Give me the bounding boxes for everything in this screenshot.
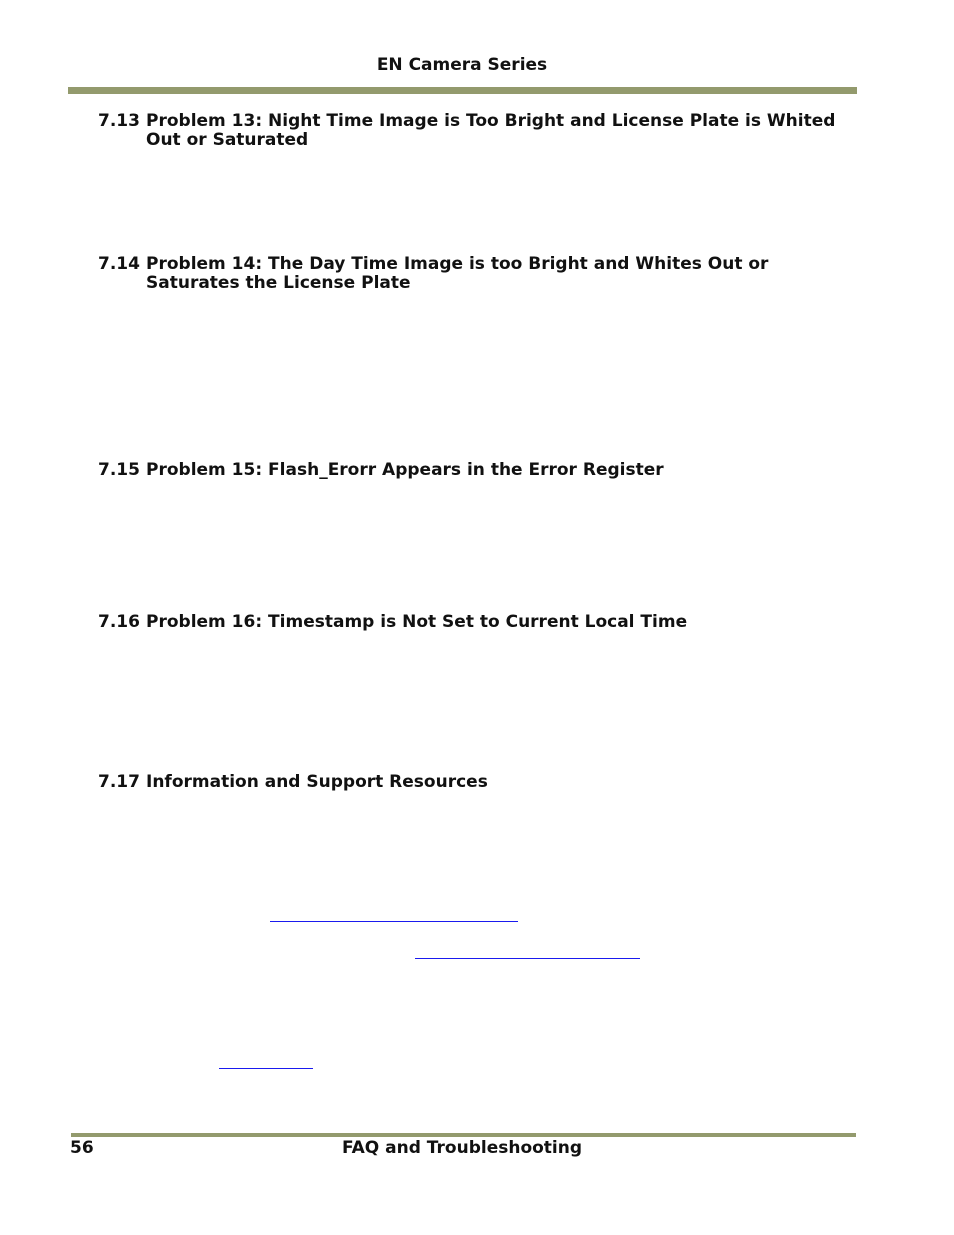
section-number: 7.14 xyxy=(98,254,140,274)
section-title: Problem 14: The Day Time Image is too Bright and Whites Out or Saturates the License Plate xyxy=(146,254,769,293)
section-heading-7-17 xyxy=(98,773,858,792)
section-title: Problem 15: Flash_Erorr Appears in the Error Register xyxy=(146,460,664,480)
page-number: 56 xyxy=(70,1138,94,1158)
support-link-3[interactable] xyxy=(219,1068,313,1069)
section-title: Information and Support Resources xyxy=(146,772,488,792)
section-heading-7-15 xyxy=(98,461,858,480)
section-number: 7.15 xyxy=(98,460,140,480)
section-number: 7.17 xyxy=(98,772,140,792)
section-title: Problem 16: Timestamp is Not Set to Current Local Time xyxy=(146,612,688,632)
support-link-1[interactable] xyxy=(270,921,518,922)
footer-divider xyxy=(71,1133,856,1137)
header-divider xyxy=(68,87,857,94)
footer-chapter-title: FAQ and Troubleshooting xyxy=(341,1138,583,1158)
section-number: 7.13 xyxy=(98,111,140,131)
running-header-title: EN Camera Series xyxy=(376,55,548,75)
section-title: Problem 13: Night Time Image is Too Bright and License Plate is Whited Out or Saturated xyxy=(146,111,836,150)
section-number: 7.16 xyxy=(98,612,140,632)
support-link-2[interactable] xyxy=(415,958,640,959)
section-heading-7-16 xyxy=(98,613,858,632)
section-heading-7-13 xyxy=(98,112,858,150)
section-heading-7-14 xyxy=(98,255,858,293)
